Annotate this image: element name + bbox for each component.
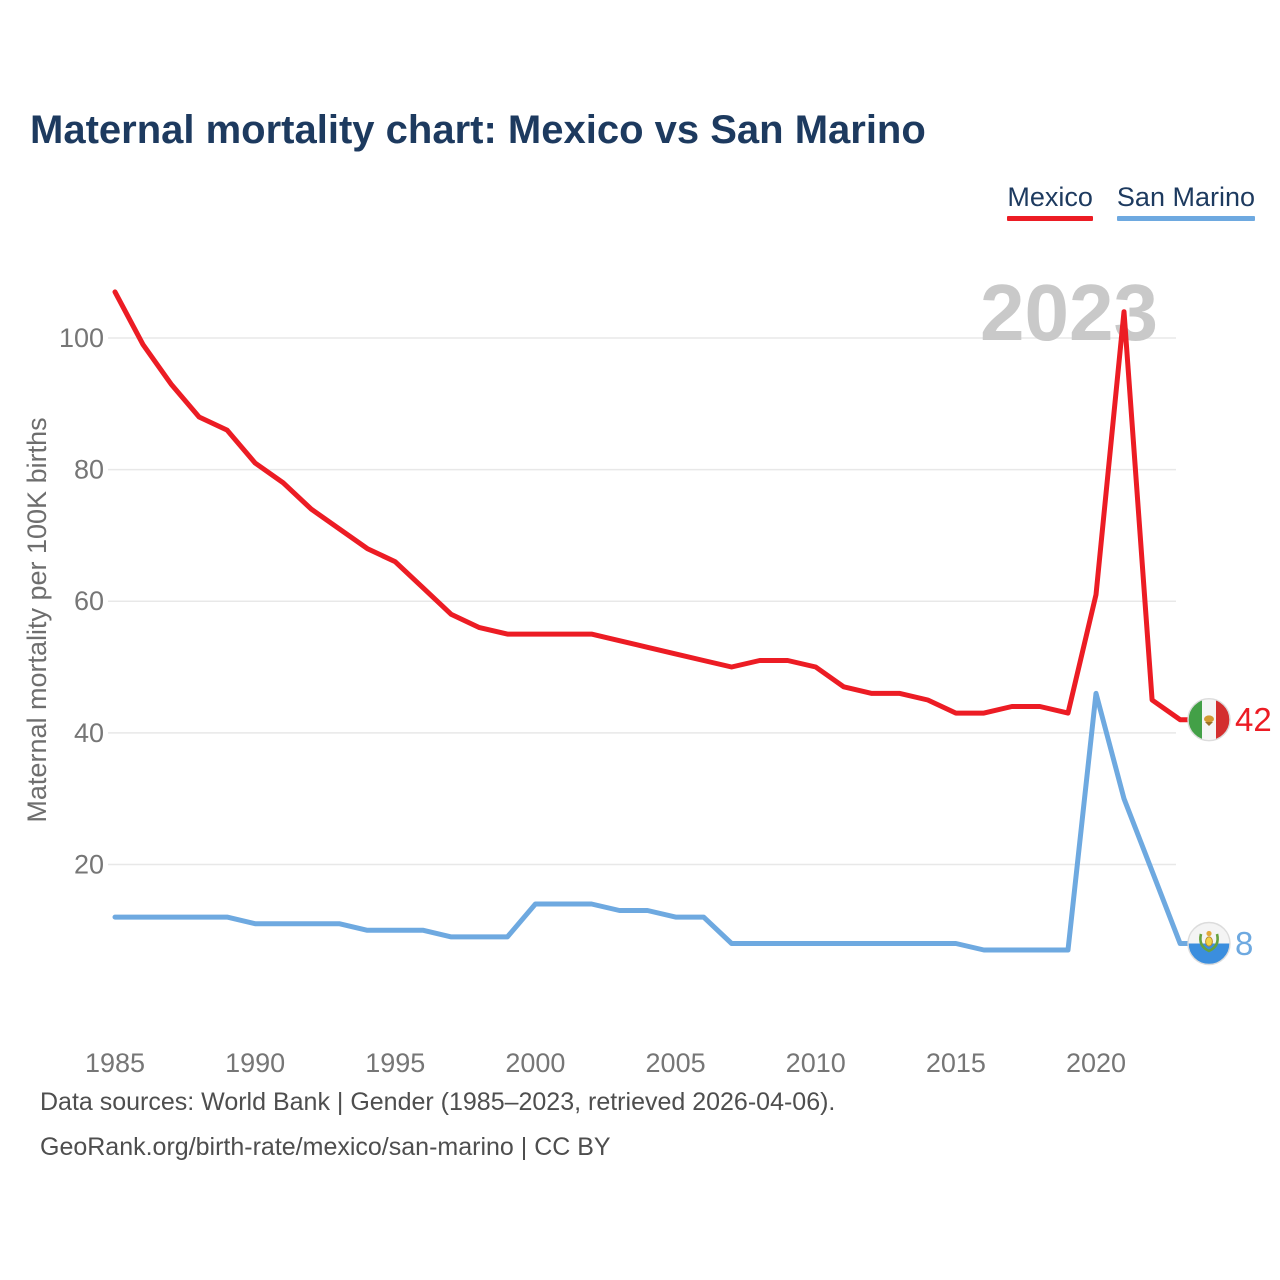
x-tick-label: 1985 xyxy=(84,1048,146,1078)
y-tick-label: 100 xyxy=(58,323,104,353)
san-marino-flag-icon xyxy=(1188,923,1230,965)
y-axis-title: Maternal mortality per 100K births xyxy=(22,417,52,823)
y-tick-label: 60 xyxy=(73,586,104,617)
legend-label-mexico: Mexico xyxy=(1007,182,1093,212)
x-tick-label: 2010 xyxy=(785,1048,846,1078)
x-tick-label: 1990 xyxy=(225,1048,286,1078)
legend-label-san-marino: San Marino xyxy=(1116,182,1255,212)
axis-labels xyxy=(59,323,1126,1078)
mexico-flag-icon xyxy=(1188,699,1230,741)
footer-attribution-line: GeoRank.org/birth-rate/mexico/san-marino | CC BY xyxy=(40,1133,611,1161)
x-tick-label: 2000 xyxy=(505,1048,566,1078)
gridlines xyxy=(108,338,1176,864)
x-tick-label: 2020 xyxy=(1065,1048,1127,1078)
x-tick-label: 2015 xyxy=(925,1048,986,1078)
footer xyxy=(40,1080,835,1170)
san-marino-end-value: 8 xyxy=(1235,925,1254,962)
mexico-end-value: 42 xyxy=(1235,701,1272,738)
y-tick-label: 80 xyxy=(73,454,104,485)
series-lines xyxy=(115,292,1190,950)
x-tick-label: 1995 xyxy=(365,1048,426,1078)
footer-source-line: Data sources: World Bank | Gender (1985–2023, retrieved 2026-04-06). xyxy=(40,1088,836,1116)
x-tick-label: 2005 xyxy=(645,1048,706,1078)
chart-title: Maternal mortality chart: Mexico vs San Marino xyxy=(30,108,926,152)
y-tick-label: 20 xyxy=(73,849,104,880)
series-line-san-marino xyxy=(115,693,1190,950)
watermark: 2023 xyxy=(980,268,1158,357)
y-tick-label: 40 xyxy=(73,717,104,748)
